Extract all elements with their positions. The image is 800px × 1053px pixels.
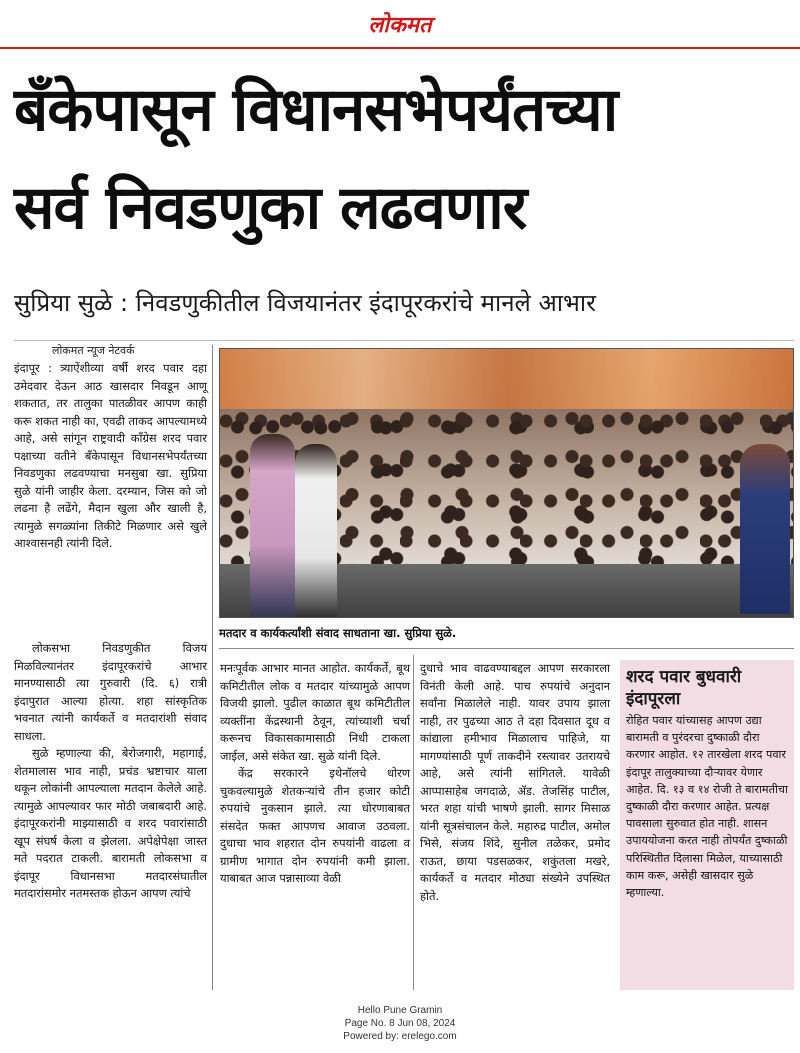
byline: लोकमत न्यूज नेटवर्क xyxy=(52,344,135,357)
footer-edition: Hello Pune Gramin xyxy=(357,1005,443,1016)
photo-standing-person xyxy=(295,444,337,618)
sidebar-box xyxy=(620,660,794,990)
article-paragraph: लोकसभा निवडणुकीत विजय मिळविल्यानंतर इंदापूरकरांचे आभार मानण्यासाठी त्या गुरुवारी (दि. ६) रात्री इंदापुरात आल्या होत्या. शहा सांस्कृतिक भवनात त्यांनी कार्यकर्ते व मतदारांशी संवाद साधला. xyxy=(14,641,207,743)
photo-standing-person xyxy=(250,434,295,618)
article-paragraph: केंद्र सरकारने इथेनॉलचे धोरण चुकवल्यामुळे शेतकऱ्यांचे तीन हजार कोटी रुपयांचे नुकसान झाले. त्या धोरणाबाबत संसदेत फक्त आपणच आवाज उठवला. दुधाचा भाव शहरात दोन रुपयांनी वाढला व ग्रामीण भागात दोन रुपयांनी कमी झाला. याबाबत आज पन्नासाव्या वेळी xyxy=(220,766,410,885)
article-paragraph: मनःपूर्वक आभार मानत आहोत. कार्यकर्ते, बूथ कमिटीतील लोक व मतदार यांच्यामुळे आपण विजयी झालो. पुढील काळात बूथ कमिटीतील व्यक्तींना केंद्रस्थानी ठेवून, त्यांच्याशी चर्चा करूनच विकासकामासाठी निधी टाकला जाईल, असे संकेत खा. सुळे यांनी दिले. xyxy=(220,661,410,763)
page-footer xyxy=(0,1004,800,1043)
article-column-3 xyxy=(420,660,610,905)
article-column-1b xyxy=(14,640,207,903)
article-column-1a xyxy=(14,360,207,553)
article-column-2 xyxy=(220,660,410,888)
news-photo xyxy=(219,348,794,618)
caption-rule xyxy=(219,648,794,649)
article-paragraph: इंदापूर : त्र्याऐंशीव्या वर्षी शरद पवार दहा उमेदवार देऊन आठ खासदार निवडून आणू शकतात, तर तालुका पातळीवर आपण काही करू शकत नाही का, एवढी ताकद आपल्यामध्ये आहे, असे सांगून राष्ट्रवादी काँग्रेस शरद पवार पक्षाच्या वतीने बँकेपासून विधानसभेपर्यंतच्या निवडणुका लढवण्याचा मनसुबा खा. सुप्रिया सुळे यांनी जाहीर केला. दरम्यान, जिस को जो लढना है लढेंगे, मैदान खुला और खाली है, त्यामुळे सगळ्यांना तिकीटे मिळणार असे खुले आश्वासनही त्यांनी दिले. xyxy=(14,361,207,550)
sidebar-body: रोहित पवार यांच्यासह आपण उद्या बारामती व पुरंदरचा दुष्काळी दौरा करणार आहोत. १२ तारखेला शरद पवार इंदापूर तालुक्याच्या दौऱ्यावर येणार आहेत. दि. १३ व १४ रोजी ते बारामतीचा दुष्काळी दौरा करणार आहेत. प्रत्यक्ष पावसाला सुरुवात होत नाही. शासन उपाययोजना करत नाही तोपर्यंत दुष्काळी परिस्थितीत दिलासा मिळेल, याच्यासाठी काम करू, असेही खासदार सुळे म्हणाल्या. xyxy=(626,714,788,900)
article-paragraph: सुळे म्हणाल्या की, बेरोजगारी, महागाई, शेतमालास भाव नाही, प्रचंड भ्रष्टाचार याला थकून लोकांनी आपल्याला मतदान केलेले आहे. त्यामुळे आपल्यावर फार मोठी जबाबदारी आहे. इंदापूरकरांनी माझ्यासाठी व शरद पवारांसाठी खूप संघर्ष केला व झेलला. अपेक्षेपेक्षा जास्त मते पदरात टाकली. बारामती लोकसभा व इंदापूर विधानसभा मतदारसंघातील मतदारांसमोर नतमस्तक होऊन आपण त्यांचे xyxy=(14,746,207,900)
footer-powered-by[interactable]: Powered by: erelego.com xyxy=(343,1031,457,1042)
footer-page-info: Page No. 8 Jun 08, 2024 xyxy=(344,1018,456,1029)
subhead-rule xyxy=(14,340,794,341)
article-paragraph: दुधाचे भाव वाढवण्याबद्दल आपण सरकारला विनंती केली आहे. पाच रुपयांचे अनुदान सर्वांना मिळालेले नाही. यावर उपाय झाला नाही, तर पुढच्या आठ ते दहा दिवसात दूध व कांद्याला हमीभाव मिळालाच पाहिजे, या मागण्यांसाठी पूर्ण ताकदीने रस्त्यावर उतरायचे आहे, असे त्यांनी सांगितले. यावेळी आप्पासाहेब जगदाळे, ॲड. तेजसिंह पाटील, भरत शहा यांची भाषणे झाली. सागर मिसाळ यांनी सूत्रसंचालन केले. महारुद्र पाटील, अमोल भिसे, संजय शिंदे, सुनील तळेकर, प्रमोद राऊत, छाया पडसळकर, शकुंतला मखरे, कार्यकर्ते व मतदार मोठ्या संख्येने उपस्थित होते. xyxy=(420,661,610,903)
photo-speaker xyxy=(740,444,790,614)
column-divider xyxy=(212,345,213,990)
headline-line-2: सर्व निवडणुका लढवणार xyxy=(14,173,527,243)
headline-line-1: बँकेपासून विधानसभेपर्यंतच्या xyxy=(14,75,618,145)
photo-hall-wall xyxy=(220,349,794,409)
masthead-rule xyxy=(0,47,800,49)
newspaper-logo: लोकमत xyxy=(368,12,432,38)
masthead xyxy=(0,0,800,50)
sidebar-title: शरद पवार बुधवारी इंदापूरला xyxy=(626,667,742,709)
column-divider xyxy=(413,655,414,990)
photo-caption: मतदार व कार्यकर्त्यांशी संवाद साधताना खा. सुप्रिया सुळे. xyxy=(219,626,457,640)
subheadline: सुप्रिया सुळे : निवडणुकीतील विजयानंतर इंदापूरकरांचे मानले आभार xyxy=(14,289,596,317)
